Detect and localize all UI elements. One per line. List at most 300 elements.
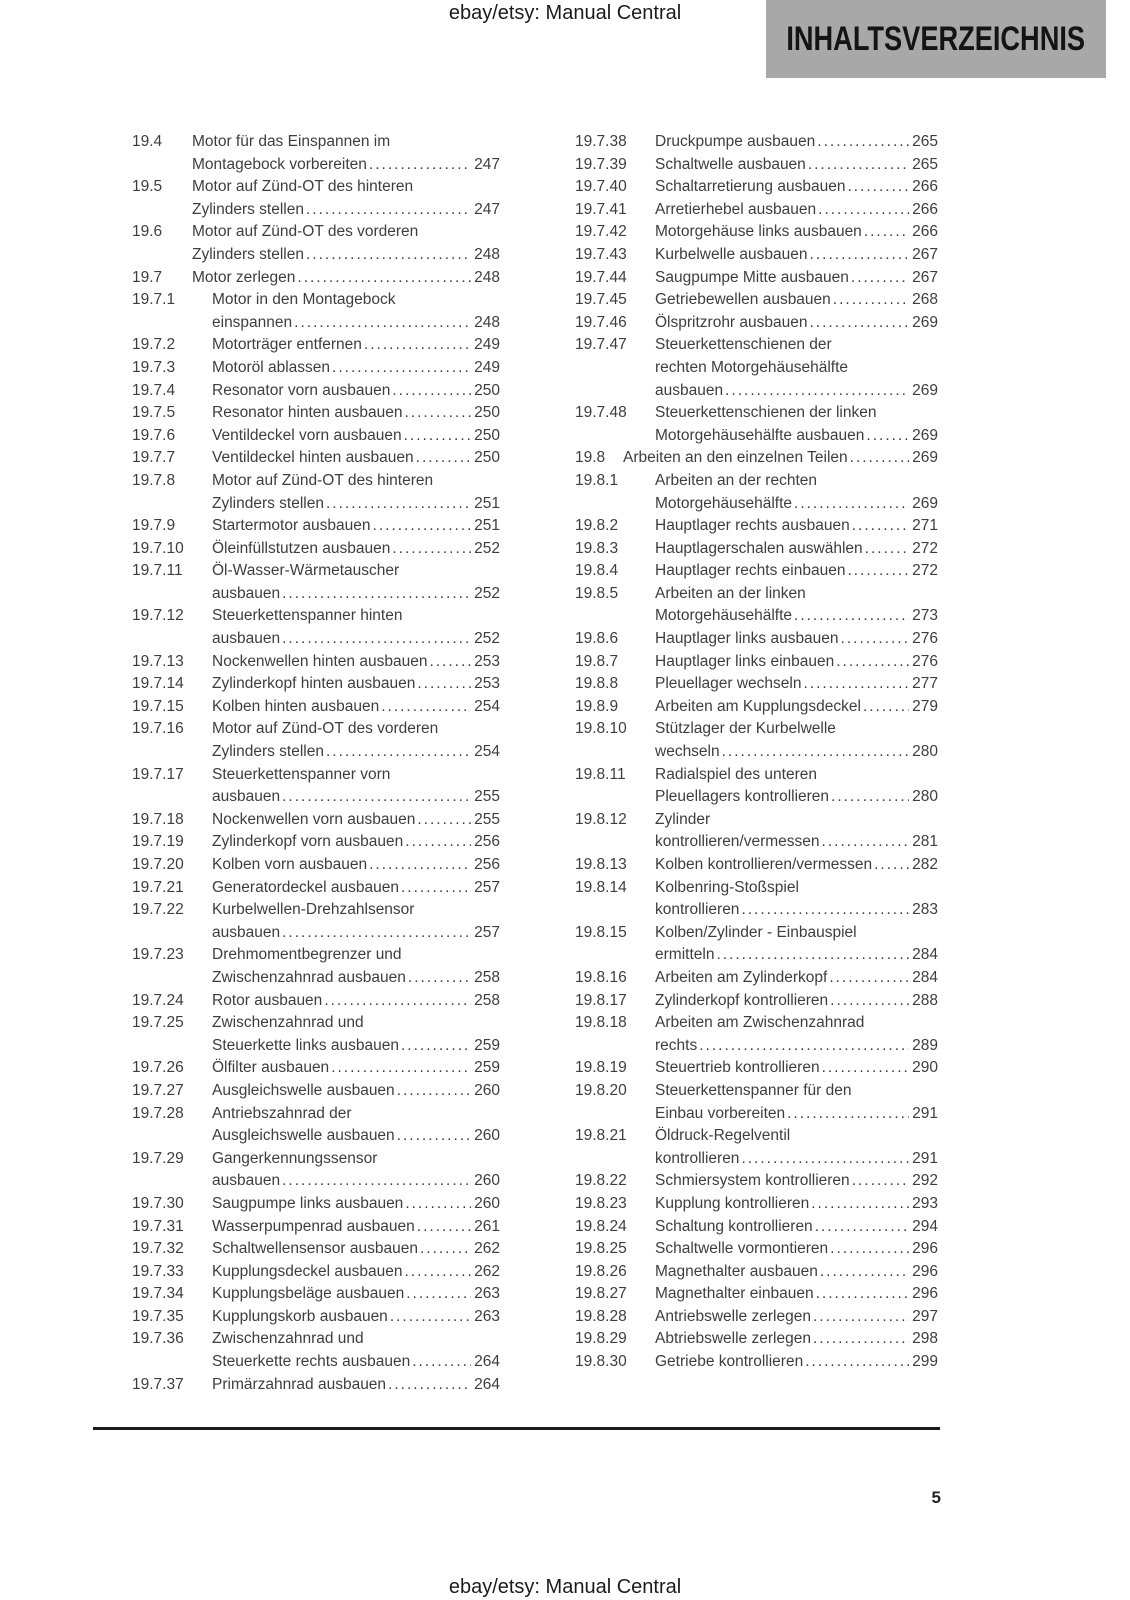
dot-leader (397, 1125, 471, 1148)
toc-entry-title (655, 718, 938, 763)
toc-entry-page: 264 (474, 1353, 500, 1371)
toc-entry-title (212, 990, 500, 1013)
toc-entry-page: 296 (912, 1285, 938, 1303)
toc-entry-line: Zwischenzahnrad und (212, 1330, 364, 1348)
toc-entry-title (212, 899, 500, 944)
header-site-label: ebay/etsy: Manual Central (448, 2, 682, 24)
dot-leader (841, 628, 910, 651)
toc-entry-title (212, 1193, 500, 1216)
toc-entry-number: 19.7.28 (132, 1104, 184, 1122)
toc-entry-page: 281 (912, 833, 938, 851)
toc-entry-title (655, 1170, 938, 1193)
toc-entry-page: 267 (912, 245, 938, 263)
toc-entry (132, 718, 500, 763)
toc-entry-number: 19.8.2 (575, 517, 619, 535)
toc-entry-line: Generatordeckel ausbauen (212, 878, 399, 896)
toc-entry-line: Motorgehäusehälfte (655, 607, 793, 625)
toc-entry-page: 259 (474, 1036, 500, 1054)
toc-entry-title (655, 538, 938, 561)
toc-entry-lastline (212, 1351, 500, 1374)
dot-leader (401, 877, 471, 900)
toc-entry (575, 1216, 938, 1239)
toc-entry-line: Nockenwellen vorn ausbauen (212, 810, 416, 828)
toc-entry-line: Ölspritzrohr ausbauen (655, 313, 808, 331)
toc-entry-line: ausbauen (212, 923, 281, 941)
toc-entry (575, 967, 938, 990)
toc-entry-title (212, 605, 500, 650)
toc-entry-number: 19.8.5 (575, 584, 619, 602)
toc-entry-title (655, 628, 938, 651)
toc-entry (575, 470, 938, 515)
toc-entry-number: 19.8.13 (575, 856, 627, 873)
toc-entry-page: 251 (474, 494, 500, 512)
toc-entry-line: Schaltwellensensor ausbauen (212, 1240, 418, 1258)
toc-entry-line: Radialspiel des unteren (655, 765, 817, 783)
toc-entry (132, 1283, 500, 1306)
toc-entry-line: Öldruck-Regelventil (655, 1127, 791, 1145)
toc-entry-line: Kupplungsbeläge ausbauen (212, 1285, 405, 1303)
toc-entry-line: Antriebszahnrad der (212, 1104, 352, 1122)
dot-leader (810, 312, 910, 335)
toc-entry-number: 19.7.24 (132, 991, 184, 1009)
dot-leader (699, 1035, 909, 1058)
dot-leader (392, 538, 471, 561)
toc-entry-lastline (655, 651, 938, 674)
toc-entry-page: 297 (912, 1307, 938, 1325)
toc-entry-number: 19.7.38 (575, 133, 627, 150)
toc-entry-line: Arbeiten an den einzelnen Teilen (623, 449, 848, 467)
toc-entry-lastline (212, 741, 500, 764)
dot-leader (392, 380, 471, 403)
toc-entry-line: Motoröl ablassen (212, 358, 331, 376)
toc-entry-page: 255 (474, 810, 500, 828)
toc-entry-page: 261 (474, 1217, 500, 1235)
toc-entry-title (212, 1283, 500, 1306)
dot-leader (794, 493, 909, 516)
dot-leader (847, 176, 909, 199)
page-title: INHALTSVERZEICHNIS (786, 19, 1086, 58)
toc-entry-lastline (655, 312, 938, 335)
toc-entry-lastline (212, 538, 500, 561)
toc-entry (132, 1148, 500, 1193)
toc-entry-number: 19.7.15 (132, 697, 184, 715)
toc-entry-lastline (655, 1193, 938, 1216)
toc-entry-line: Zwischenzahnrad ausbauen (212, 968, 406, 986)
toc-entry-title (655, 402, 938, 447)
toc-entry-title (192, 267, 500, 290)
toc-entry-lastline (212, 1261, 500, 1284)
toc-entry (575, 1125, 938, 1170)
toc-entry-title (212, 560, 500, 605)
toc-entry (575, 447, 938, 470)
toc-entry-page: 296 (912, 1240, 938, 1258)
toc-entry-lastline (655, 854, 938, 877)
dot-leader (866, 425, 909, 448)
toc-entry-title (212, 515, 500, 538)
toc-entry-line: Einbau vorbereiten (655, 1104, 786, 1122)
toc-entry-line: Zylinderkopf vorn ausbauen (212, 833, 404, 851)
toc-entry-title (212, 425, 500, 448)
toc-entry-line: ausbauen (655, 381, 724, 399)
toc-entry-title (655, 1216, 938, 1239)
dot-leader (324, 990, 471, 1013)
toc-entry-page: 253 (474, 652, 500, 670)
toc-entry-line: Wasserpumpenrad ausbauen (212, 1217, 415, 1235)
toc-entry-page: 279 (912, 697, 938, 715)
toc-entry-line: Kupplungskorb ausbauen (212, 1307, 388, 1325)
dot-leader (420, 1238, 471, 1261)
toc-entry-title (212, 1261, 500, 1284)
toc-entry-lastline (212, 1125, 500, 1148)
toc-entry-title (212, 809, 500, 832)
toc-entry-number: 19.8.20 (575, 1081, 627, 1099)
toc-entry-lastline (655, 267, 938, 290)
toc-entry-title (655, 131, 938, 154)
toc-entry-page: 269 (912, 494, 938, 512)
toc-entry-title (192, 176, 500, 221)
dot-leader (412, 1351, 471, 1374)
toc-entry-page: 265 (912, 155, 938, 173)
toc-entry-page: 251 (474, 517, 500, 535)
toc-entry-line: Steuerkettenspanner vorn (212, 765, 391, 783)
toc-entry (575, 696, 938, 719)
toc-entry-lastline (655, 221, 938, 244)
toc-entry-line: Hauptlager links ausbauen (655, 630, 839, 648)
toc-entry-lastline (212, 334, 500, 357)
toc-entry (575, 877, 938, 922)
toc-entry-lastline (655, 628, 938, 651)
toc-entry-page: 252 (474, 584, 500, 602)
toc-entry-number: 19.8.16 (575, 968, 627, 986)
toc-entry-line: Kolbenring-Stoßspiel (655, 878, 799, 896)
toc-entry-lastline (212, 357, 500, 380)
toc-entry-page: 250 (474, 404, 500, 422)
page-title-box (766, 0, 1106, 78)
toc-entry-page: 299 (912, 1353, 938, 1371)
toc-entry-lastline (655, 1035, 938, 1058)
toc-entry-page: 291 (912, 1104, 938, 1122)
toc-entry (575, 1306, 938, 1329)
toc-entry-line: Resonator hinten ausbauen (212, 404, 403, 422)
toc-entry-page: 247 (474, 155, 500, 173)
toc-entry-number: 19.7.39 (575, 155, 627, 173)
toc-entry-page: 249 (474, 336, 500, 354)
toc-entry-page: 276 (912, 652, 938, 670)
toc-entry (575, 809, 938, 854)
toc-entry-number: 19.7.25 (132, 1014, 184, 1032)
toc-entry-line: Zylinders stellen (212, 743, 324, 761)
dot-leader (851, 267, 909, 290)
toc-entry (132, 1374, 500, 1397)
toc-entry-title (212, 289, 500, 334)
toc-entry (575, 221, 938, 244)
dot-leader (306, 244, 471, 267)
dot-leader (381, 696, 471, 719)
toc-entry-title (655, 1125, 938, 1170)
toc-entry (132, 1328, 500, 1373)
toc-entry (575, 515, 938, 538)
toc-entry-line: Arbeiten am Zwischenzahnrad (655, 1014, 865, 1032)
toc-entry-lastline (655, 605, 938, 628)
toc-entry-line: Hauptlager rechts einbauen (655, 562, 846, 580)
toc-entry-page: 277 (912, 675, 938, 693)
dot-leader (863, 696, 909, 719)
toc-entry-line: kontrollieren (655, 1149, 740, 1167)
toc-entry-number: 19.7.40 (575, 178, 627, 196)
toc-entry-line: Hauptlagerschalen auswählen (655, 539, 863, 557)
toc-entry-line: Magnethalter ausbauen (655, 1262, 818, 1280)
toc-entry-lastline (655, 899, 938, 922)
toc-entry-title (212, 1238, 500, 1261)
toc-entry-lastline (212, 583, 500, 606)
toc-entry-lastline (212, 1035, 500, 1058)
toc-entry-lastline (212, 696, 500, 719)
toc-entry-line: Resonator vorn ausbauen (212, 381, 391, 399)
toc-entry-page: 268 (912, 291, 938, 309)
toc-entry-number: 19.8.17 (575, 991, 627, 1009)
dot-leader (822, 1057, 910, 1080)
toc-entry-title (212, 831, 500, 854)
toc-entry (132, 1238, 500, 1261)
toc-entry (575, 1080, 938, 1125)
toc-entry-line: Kolben vorn ausbauen (212, 856, 368, 873)
toc-entry-page: 257 (474, 878, 500, 896)
toc-entry-title (655, 1012, 938, 1057)
toc-entry (575, 673, 938, 696)
toc-entry-number: 19.7.20 (132, 856, 184, 873)
toc-entry-number: 19.7.23 (132, 946, 184, 964)
toc-entry-title (655, 651, 938, 674)
toc-entry-line: Kupplung kontrollieren (655, 1194, 810, 1212)
toc-entry-title (212, 538, 500, 561)
toc-entry (132, 899, 500, 944)
toc-entry-line: Arretierhebel ausbauen (655, 200, 817, 218)
toc-entry-title (655, 221, 938, 244)
dot-leader (404, 1261, 471, 1284)
toc-entry-number: 19.7.33 (132, 1262, 184, 1280)
toc-entry-page: 266 (912, 178, 938, 196)
toc-entry-lastline (212, 809, 500, 832)
toc-entry-page: 266 (912, 223, 938, 241)
toc-entry-lastline (212, 402, 500, 425)
toc-entry (132, 447, 500, 470)
toc-entry-page: 294 (912, 1217, 938, 1235)
toc-entry-number: 19.7.8 (132, 471, 176, 489)
toc-entry-line: Primärzahnrad ausbauen (212, 1375, 387, 1393)
toc-entry (132, 651, 500, 674)
toc-entry-lastline (212, 1057, 500, 1080)
dot-leader (852, 1170, 909, 1193)
toc-entry (575, 583, 938, 628)
dot-leader (282, 922, 471, 945)
toc-entry-lastline (212, 1238, 500, 1261)
toc-entry-line: Ventildeckel vorn ausbauen (212, 426, 402, 444)
toc-entry-lastline (655, 831, 938, 854)
dot-leader (429, 651, 471, 674)
toc-entry-lastline (212, 425, 500, 448)
toc-entry-title (212, 1374, 500, 1397)
toc-entry-lastline (655, 1148, 938, 1171)
dot-leader (836, 651, 909, 674)
toc-entry-title (212, 1306, 500, 1329)
dot-leader (369, 154, 471, 177)
toc-entry (575, 1283, 938, 1306)
toc-entry-number: 19.8.12 (575, 810, 627, 828)
toc-entry-number: 19.8.3 (575, 539, 619, 557)
toc-entry-page: 266 (912, 200, 938, 218)
toc-entry-line: Magnethalter einbauen (655, 1285, 814, 1303)
toc-entry-number: 19.7.21 (132, 878, 184, 896)
toc-entry (132, 944, 500, 989)
toc-entry (132, 221, 500, 266)
toc-entry-page: 253 (474, 675, 500, 693)
toc-entry-page: 258 (474, 991, 500, 1009)
toc-entry-line: ausbauen (212, 788, 281, 806)
toc-entry-line: Motor auf Zünd-OT des hinteren (212, 471, 434, 489)
toc-entry-number: 19.7.22 (132, 901, 184, 919)
dot-leader (833, 289, 909, 312)
toc-entry (132, 831, 500, 854)
toc-entry-title (655, 267, 938, 290)
toc-entry-page: 269 (912, 426, 938, 444)
dot-leader (282, 628, 471, 651)
toc-entry-title (212, 1080, 500, 1103)
toc-entry (575, 176, 938, 199)
toc-entry-line: Ölfilter ausbauen (212, 1059, 330, 1077)
toc-entry-line: Drehmomentbegrenzer und (212, 946, 402, 964)
toc-entry-number: 19.8.15 (575, 923, 627, 941)
toc-entry-title (623, 447, 938, 470)
toc-entry-number: 19.8.25 (575, 1240, 627, 1258)
toc-entry-title (655, 583, 938, 628)
toc-entry-page: 260 (474, 1127, 500, 1145)
toc-entry-lastline (212, 967, 500, 990)
toc-entry-line: Rotor ausbauen (212, 991, 323, 1009)
toc-entry-line: Motorgehäuse links ausbauen (655, 223, 862, 241)
toc-entry-page: 269 (912, 449, 938, 467)
toc-entry (132, 1216, 500, 1239)
toc-entry-line: Nockenwellen hinten ausbauen (212, 652, 428, 670)
toc-entry-number: 19.8.22 (575, 1172, 627, 1190)
toc-entry-line: Kolben hinten ausbauen (212, 697, 380, 715)
toc-entry-page: 280 (912, 788, 938, 806)
toc-entry-line: Ausgleichswelle ausbauen (212, 1127, 395, 1145)
toc-entry-title (655, 1306, 938, 1329)
toc-entry-line: Zylinders stellen (212, 494, 324, 512)
toc-entry-lastline (212, 673, 500, 696)
dot-leader (787, 1103, 909, 1126)
dot-leader (294, 312, 471, 335)
toc-entry-title (655, 244, 938, 267)
toc-entry-line: Kurbelwellen-Drehzahlsensor (212, 901, 415, 919)
toc-entry-page: 247 (474, 200, 500, 218)
toc-entry-line: ausbauen (212, 1172, 281, 1190)
toc-entry (575, 131, 938, 154)
toc-entry-title (212, 696, 500, 719)
toc-entry-lastline (655, 244, 938, 267)
toc-entry-line: Steuerkette rechts ausbauen (212, 1353, 411, 1371)
toc-entry-line: ausbauen (212, 584, 281, 602)
toc-entry-line: ausbauen (212, 630, 281, 648)
dot-leader (364, 334, 471, 357)
toc-entry (132, 289, 500, 334)
dot-leader (850, 447, 909, 470)
toc-entry-number: 19.8.1 (575, 471, 619, 489)
toc-entry (132, 1012, 500, 1057)
dot-leader (390, 1306, 471, 1329)
toc-entry (132, 267, 500, 290)
toc-entry-lastline (655, 990, 938, 1013)
toc-entry-line: Hauptlager rechts ausbauen (655, 517, 850, 535)
toc-entry-line: Zylinderkopf hinten ausbauen (212, 675, 416, 693)
toc-entry-title (212, 470, 500, 515)
toc-entry-line: Kupplungsdeckel ausbauen (212, 1262, 403, 1280)
toc-entry-page: 290 (912, 1059, 938, 1077)
toc-entry-title (212, 1057, 500, 1080)
toc-entry-line: Arbeiten am Zylinderkopf (655, 968, 828, 986)
toc-entry (575, 990, 938, 1013)
toc-entry (132, 1080, 500, 1103)
page-number: 5 (931, 1488, 941, 1507)
toc-entry-line: Kurbelwelle ausbauen (655, 245, 808, 263)
toc-entry-number: 19.4 (132, 133, 163, 150)
toc-entry-lastline (212, 786, 500, 809)
toc-entry-page: 254 (474, 743, 500, 761)
toc-entry-page: 259 (474, 1059, 500, 1077)
toc-entry-page: 260 (474, 1172, 500, 1190)
toc-entry-page: 265 (912, 133, 938, 150)
toc-entry-line: Ventildeckel hinten ausbauen (212, 449, 414, 467)
toc-entry-title (212, 380, 500, 403)
toc-entry-lastline (655, 1261, 938, 1284)
toc-entry-title (655, 809, 938, 854)
toc-entry (132, 334, 500, 357)
toc-entry-title (655, 312, 938, 335)
dot-leader (282, 786, 471, 809)
toc-entry-page: 256 (474, 833, 500, 851)
toc-entry-line: Zylinder (655, 810, 711, 828)
toc-entry-title (655, 289, 938, 312)
toc-entry-page: 249 (474, 358, 500, 376)
toc-entry-number: 19.7.29 (132, 1149, 184, 1167)
toc-entry-number: 19.7.7 (132, 449, 176, 467)
toc-entry (575, 1328, 938, 1351)
toc-entry-title (655, 1261, 938, 1284)
toc-entry-line: Steuerkette links ausbauen (212, 1036, 399, 1054)
toc-entry-number: 19.7.13 (132, 652, 184, 670)
toc-entry (575, 1261, 938, 1284)
toc-entry (575, 764, 938, 809)
toc-entry-title (655, 696, 938, 719)
toc-entry (132, 176, 500, 221)
toc-entry-title (192, 131, 500, 176)
toc-entry-page: 248 (474, 268, 500, 286)
toc-entry-line: Montagebock vorbereiten (192, 155, 367, 173)
toc-entry-title (655, 1193, 938, 1216)
toc-entry-number: 19.7.37 (132, 1375, 184, 1393)
toc-entry-number: 19.7.41 (575, 200, 627, 218)
toc-entry-number: 19.7.45 (575, 291, 627, 309)
toc-entry-lastline (212, 1306, 500, 1329)
dot-leader (416, 447, 471, 470)
toc-entry (575, 267, 938, 290)
toc-entry-lastline (655, 1057, 938, 1080)
toc-entry (132, 380, 500, 403)
toc-entry-number: 19.7.31 (132, 1217, 184, 1235)
toc-entry-line: Arbeiten an der linken (655, 584, 806, 602)
toc-entry-number: 19.7.2 (132, 336, 176, 354)
toc-entry-title (655, 1057, 938, 1080)
